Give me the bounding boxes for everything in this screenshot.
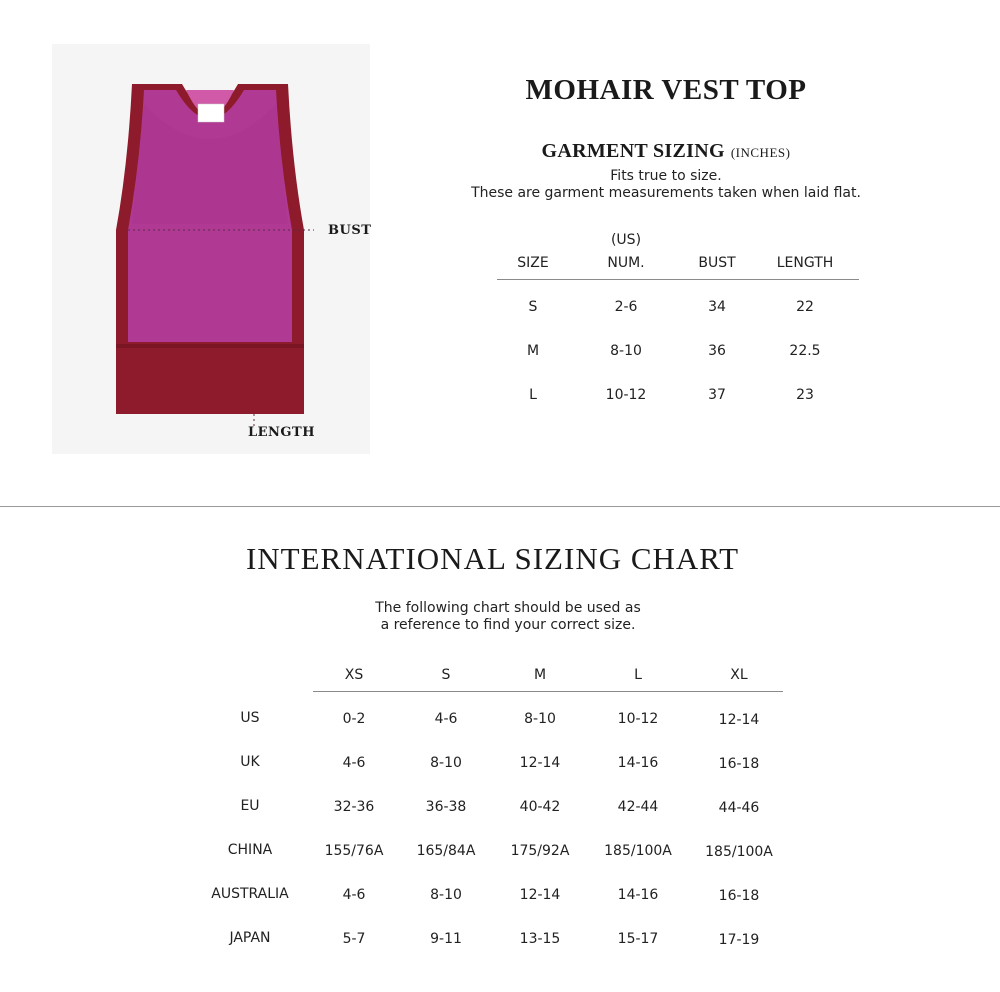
col-header-xl: XL [730,667,748,683]
size-value: 17-19 [718,932,760,948]
size-value: 15-17 [617,931,659,947]
row-length: 22 [796,299,814,315]
region-label: EU [240,798,260,814]
col-header-xs: XS [344,667,364,683]
section-divider [0,506,1000,507]
row-bust: 36 [708,343,726,359]
garment-sizing-heading [440,140,892,163]
size-value: 13-15 [519,931,561,947]
bust-measure-label: BUST [328,223,372,238]
col-header-size: SIZE [517,255,549,271]
size-value: 16-18 [718,888,760,904]
size-value: 165/84A [416,843,476,859]
size-value: 175/92A [510,843,570,859]
region-label: US [240,710,260,726]
size-value: 36-38 [425,799,467,815]
col-header-bust: BUST [698,255,736,271]
size-value: 14-16 [617,887,659,903]
size-value: 8-10 [524,711,556,727]
size-value: 40-42 [519,799,561,815]
size-value: 12-14 [519,755,561,771]
col-header-l: L [634,667,642,683]
fit-note: Fits true to size. [610,168,722,184]
size-value: 185/100A [705,844,773,860]
product-title: MOHAIR VEST TOP [525,74,807,106]
size-value: 4-6 [342,755,366,771]
size-value: 16-18 [718,756,760,772]
size-value: 4-6 [342,887,366,903]
size-value: 5-7 [342,931,366,947]
intl-note-line-1: The following chart should be used as [375,600,641,616]
size-value: 155/76A [324,843,384,859]
size-value: 8-10 [430,887,462,903]
row-size: S [528,299,538,315]
col-header-length: LENGTH [776,255,834,271]
size-value: 4-6 [434,711,458,727]
measurement-note: These are garment measurements taken when laid flat. [471,185,861,201]
size-value: 12-14 [718,712,760,728]
row-size: L [529,387,537,403]
size-value: 0-2 [342,711,366,727]
size-value: 12-14 [519,887,561,903]
size-value: 44-46 [718,800,760,816]
size-value: 14-16 [617,755,659,771]
row-bust: 34 [708,299,726,315]
row-length: 22.5 [789,343,821,359]
garment-sizing-title: GARMENT SIZING [541,140,725,162]
header-divider [497,279,859,280]
row-length: 23 [796,387,814,403]
intl-header-divider [313,691,783,692]
col-header-num: NUM. [607,255,645,271]
size-value: 42-44 [617,799,659,815]
size-value: 185/100A [604,843,672,859]
intl-note-line-2: a reference to find your correct size. [380,617,636,633]
row-num: 10-12 [605,387,647,403]
size-value: 8-10 [430,755,462,771]
garment-sizing-unit: (INCHES) [730,145,791,160]
size-value: 10-12 [617,711,659,727]
product-image-panel [52,44,370,454]
col-header-us-qualifier: (US) [610,232,642,248]
size-value: 9-11 [430,931,462,947]
region-label: JAPAN [229,930,271,946]
row-size: M [526,343,540,359]
col-header-s: S [441,667,451,683]
length-measure-label: LENGTH [248,425,315,440]
row-num: 2-6 [614,299,638,315]
international-sizing-title: INTERNATIONAL SIZING CHART [245,541,740,576]
row-bust: 37 [708,387,726,403]
col-header-m: M [533,667,547,683]
region-label: CHINA [227,842,273,858]
mohair-vest-illustration [52,44,370,454]
row-num: 8-10 [610,343,642,359]
size-value: 32-36 [333,799,375,815]
region-label: UK [240,754,260,770]
region-label: AUSTRALIA [211,886,289,902]
